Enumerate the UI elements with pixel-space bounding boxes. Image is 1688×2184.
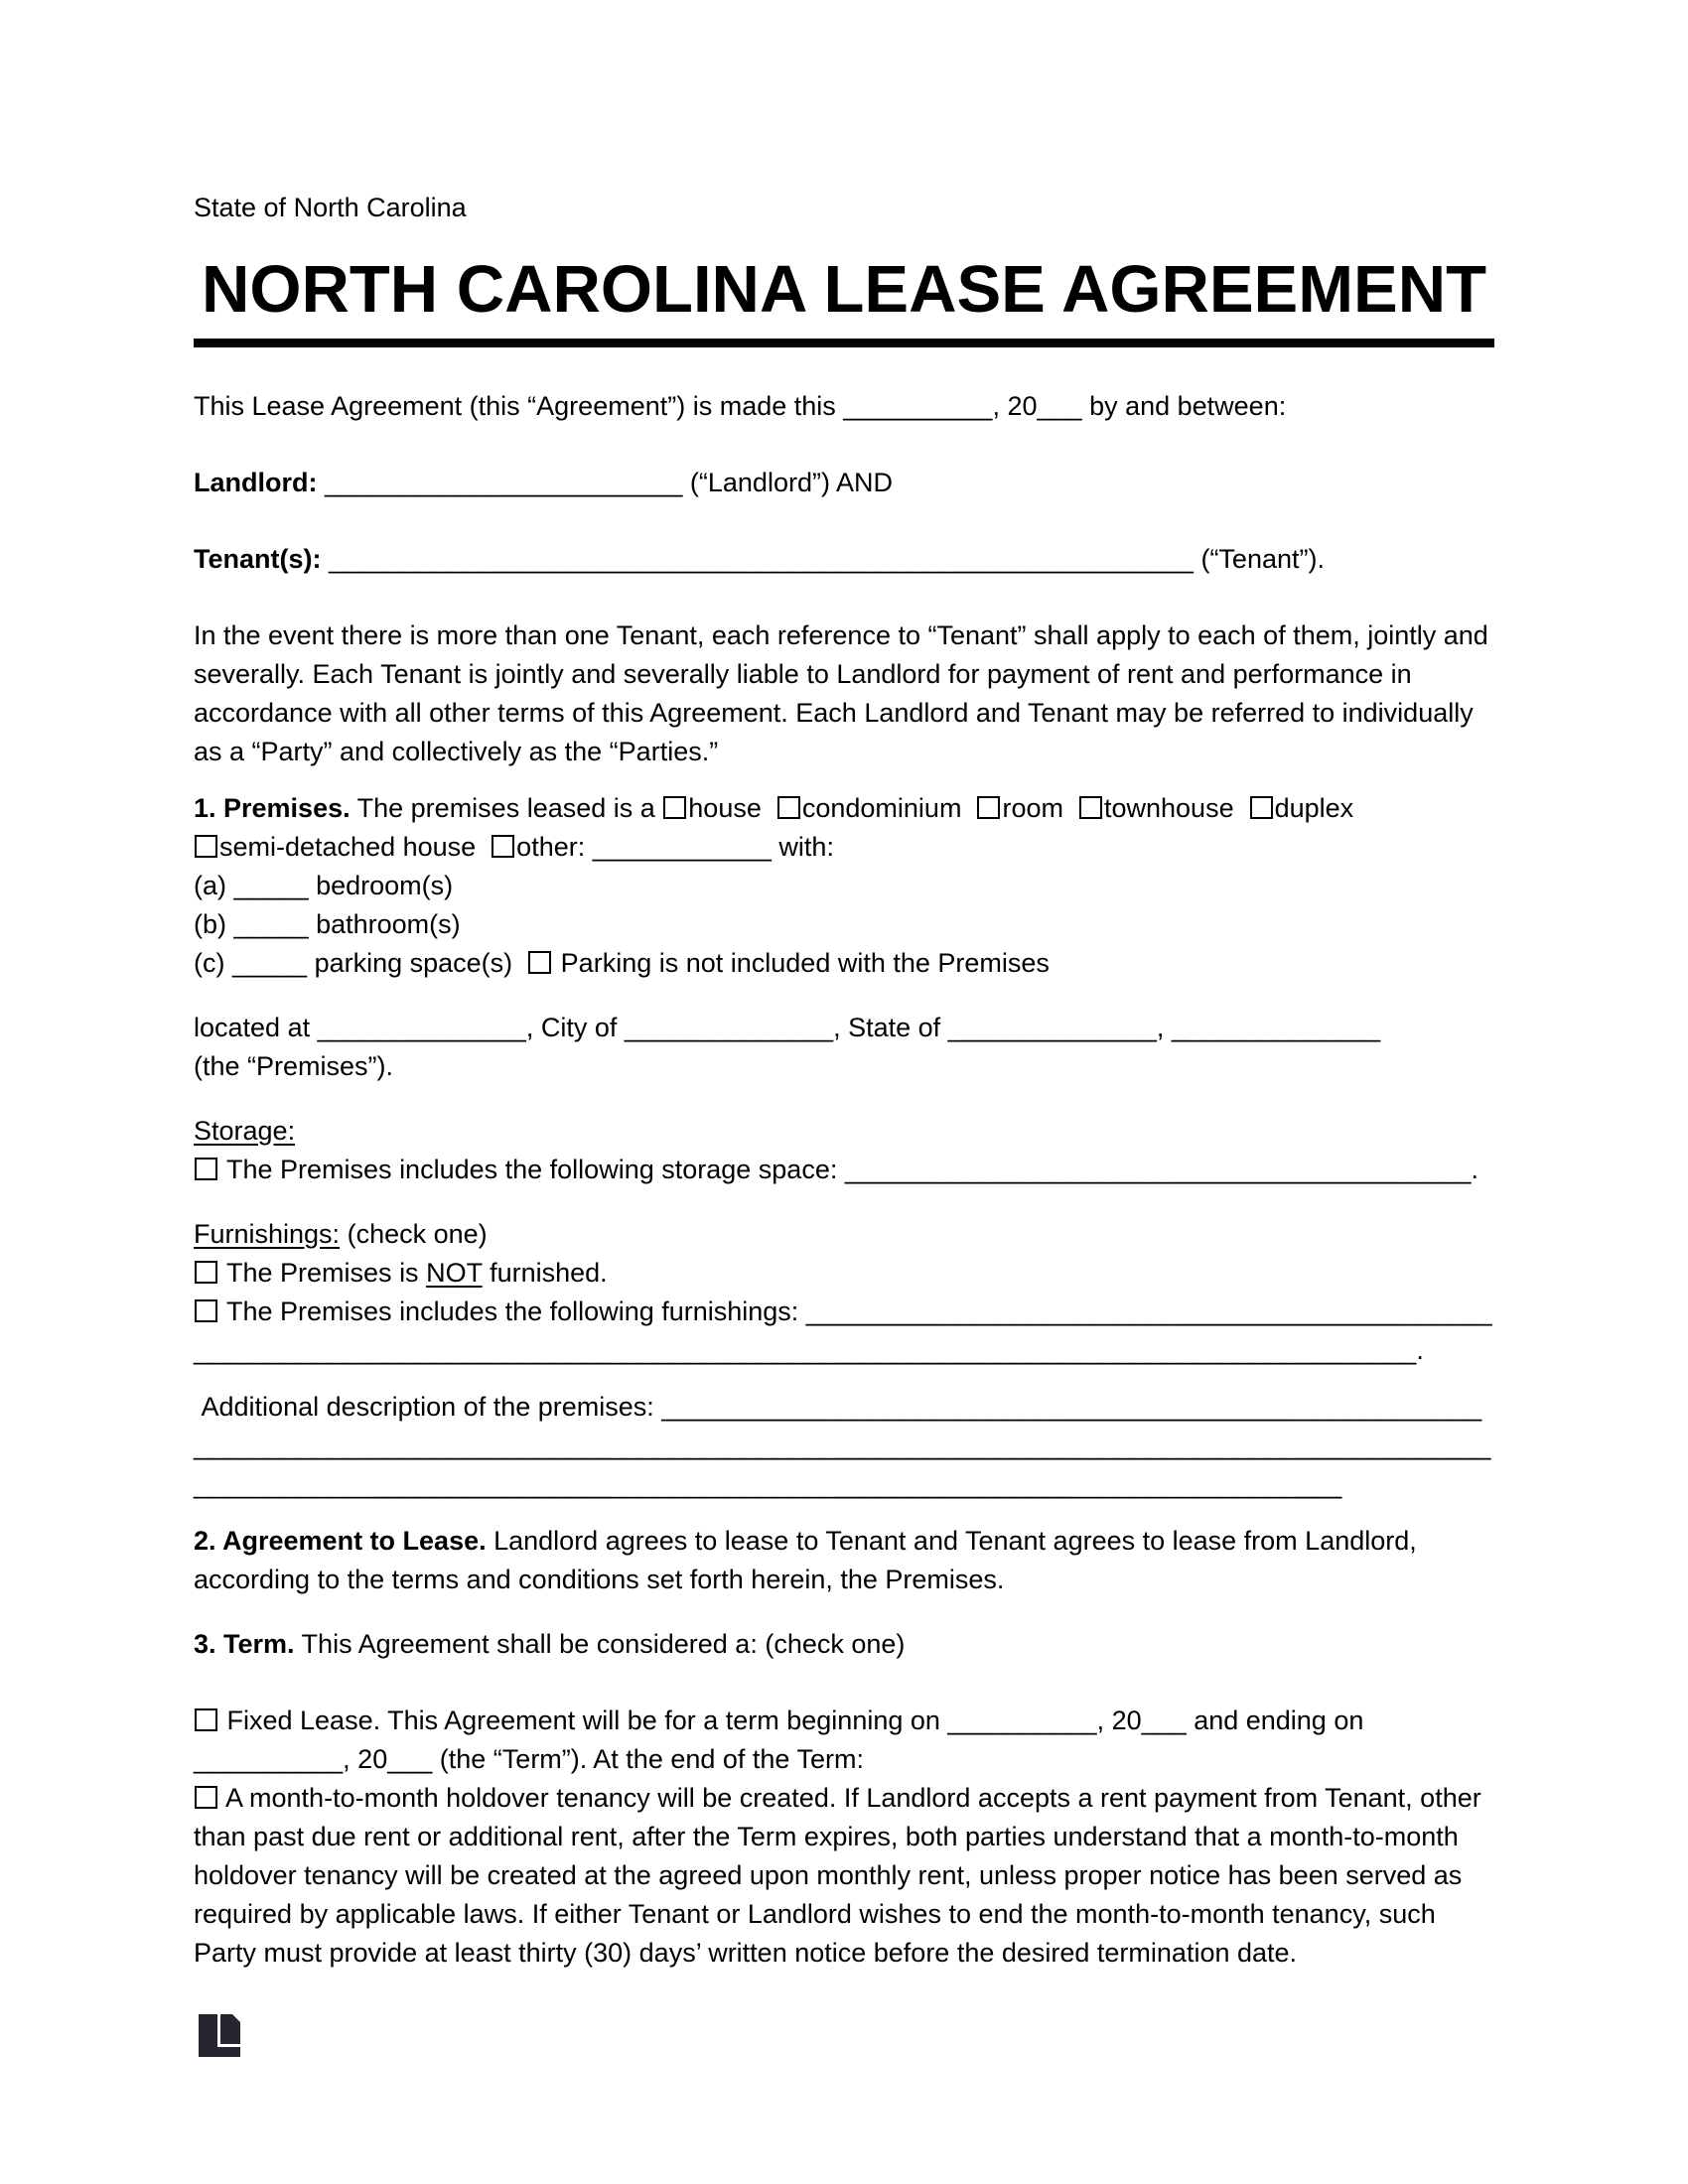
agreement-year-blank[interactable]: ___ bbox=[1037, 391, 1082, 421]
text-run: Landlord agrees to lease to Tenant and Tenant agrees to lease from Landlord, according to the terms and conditions set forth herein, the Premises. bbox=[194, 1526, 1425, 1594]
checkbox-not-furnished[interactable] bbox=[195, 1261, 217, 1284]
joint-liability-paragraph bbox=[194, 616, 1494, 771]
premises-address-clause bbox=[194, 1009, 1494, 1086]
term-start-date-blank[interactable]: __________ bbox=[947, 1706, 1097, 1735]
premises-parking-item bbox=[194, 944, 1494, 983]
premises-section bbox=[194, 789, 1494, 867]
text-run: (c) bbox=[194, 948, 232, 978]
additional-description-blank[interactable]: ___________________________________________________________________________________________________________________________________________________________________________________________________________________________ bbox=[194, 1392, 1491, 1499]
checkbox-room[interactable] bbox=[977, 796, 1000, 819]
premises-bathrooms-item bbox=[194, 905, 1494, 944]
state-note: State of North Carolina bbox=[194, 193, 467, 222]
zip-blank[interactable]: ______________ bbox=[1171, 1013, 1381, 1042]
text-run: by and between: bbox=[1081, 391, 1287, 421]
term-section bbox=[194, 1625, 1494, 1664]
holdover-tenancy-option bbox=[194, 1779, 1494, 1973]
text-run: This Lease Agreement (this “Agreement”) is made this bbox=[194, 391, 844, 421]
text-run: , State of bbox=[833, 1013, 948, 1042]
landlord-name-blank[interactable]: ________________________ bbox=[325, 468, 683, 497]
text-run: townhouse bbox=[1103, 793, 1249, 823]
text-run: room bbox=[1002, 793, 1078, 823]
text-run: The Premises includes the following storage space: bbox=[219, 1155, 845, 1184]
checkbox-other[interactable] bbox=[492, 835, 514, 858]
text-run: with: bbox=[771, 832, 834, 862]
text-run: The Premises is bbox=[219, 1258, 427, 1288]
tenant-names-blank[interactable]: __________________________________________________________ bbox=[329, 544, 1194, 574]
bedrooms-count-blank[interactable]: _____ bbox=[233, 871, 309, 900]
checkbox-condominium[interactable] bbox=[777, 796, 800, 819]
text-run: (check one) bbox=[340, 1219, 488, 1249]
agreement-to-lease-section bbox=[194, 1522, 1494, 1599]
city-blank[interactable]: ______________ bbox=[624, 1013, 834, 1042]
text-run: Storage: bbox=[194, 1116, 296, 1146]
document-body bbox=[194, 387, 1494, 1973]
bathrooms-count-blank[interactable]: _____ bbox=[233, 909, 309, 939]
text-run: , 20 bbox=[992, 391, 1038, 421]
text-run: (the “Term”). At the end of the Term: bbox=[432, 1744, 864, 1774]
text-run: 2. Agreement to Lease. bbox=[194, 1526, 487, 1556]
tenant-clause bbox=[194, 540, 1494, 579]
text-run: A month-to-month holdover tenancy will be created. If Landlord accepts a rent payment from Tenant, other than past due rent or additional rent, after the Term expires, both parties understand that a month-to-month holdover tenancy will be created at the agreed upon monthly rent, unless proper notice has been served as required by applicable laws. If either Tenant or Landlord wishes to end the month-to-month tenancy, such Party must provide at least thirty (30) days’ written notice before the desired termination date. bbox=[194, 1783, 1489, 1968]
legal-templates-logo-glyph bbox=[199, 2014, 240, 2057]
text-run: Fixed Lease. This Agreement will be for a term beginning on bbox=[219, 1706, 948, 1735]
text-run: condominium bbox=[801, 793, 977, 823]
text-run: The Premises includes the following furnishings: bbox=[219, 1297, 806, 1326]
legal-templates-logo bbox=[199, 2014, 240, 2057]
text-run: semi-detached house bbox=[219, 832, 492, 862]
text-run: 3. Term. bbox=[194, 1629, 295, 1659]
text-run: NOT bbox=[426, 1258, 483, 1288]
text-run: Additional description of the premises: bbox=[194, 1392, 662, 1422]
parking-spaces-count-blank[interactable]: _____ bbox=[231, 948, 308, 978]
checkbox-furnished[interactable] bbox=[195, 1299, 217, 1322]
text-run: . bbox=[1416, 1335, 1424, 1365]
text-run: In the event there is more than one Tenant, each reference to “Tenant” shall apply to each of them, jointly and severally. Each Tenant is jointly and severally liable to Landlord for payment of rent and performance in accordance with all other terms of this Agreement. Each Landlord and Tenant may be referred to individually as a “Party” and collectively as the “Parties.” bbox=[194, 620, 1496, 766]
term-end-date-blank[interactable]: __________ bbox=[194, 1744, 344, 1774]
street-address-blank[interactable]: ______________ bbox=[317, 1013, 526, 1042]
text-run: Landlord: bbox=[194, 468, 318, 497]
text-run: Parking is not included with the Premises bbox=[553, 948, 1050, 978]
text-run: 1. Premises. bbox=[194, 793, 351, 823]
state-blank[interactable]: ______________ bbox=[947, 1013, 1157, 1042]
text-run bbox=[317, 468, 325, 497]
text-run bbox=[322, 544, 330, 574]
intro-clause bbox=[194, 387, 1494, 426]
text-run: located at bbox=[194, 1013, 318, 1042]
checkbox-townhouse[interactable] bbox=[1079, 796, 1102, 819]
checkbox-house[interactable] bbox=[663, 796, 686, 819]
text-run: furnished. bbox=[482, 1258, 608, 1288]
text-run: (the “Premises”). bbox=[194, 1051, 394, 1081]
document-title: NORTH CAROLINA LEASE AGREEMENT bbox=[194, 254, 1494, 347]
checkbox-fixed-lease[interactable] bbox=[195, 1708, 217, 1731]
text-run: Furnishings: bbox=[194, 1219, 341, 1249]
text-run: Tenant(s): bbox=[194, 544, 322, 574]
premises-bedrooms-item bbox=[194, 867, 1494, 905]
text-run: (a) bbox=[194, 871, 234, 900]
checkbox-semi-detached[interactable] bbox=[195, 835, 217, 858]
furnishings-not-furnished-option bbox=[194, 1254, 1494, 1293]
storage-space-blank[interactable]: __________________________________________ bbox=[844, 1155, 1472, 1184]
text-run: , City of bbox=[525, 1013, 625, 1042]
furnishings-list-blank[interactable]: ________________________________________________________________________________________________________________________________ bbox=[194, 1297, 1492, 1365]
text-run: (b) bbox=[194, 909, 234, 939]
landlord-clause bbox=[194, 464, 1494, 502]
text-run: and ending on bbox=[1186, 1706, 1364, 1735]
checkbox-parking-not-included[interactable] bbox=[528, 951, 551, 974]
additional-description-clause bbox=[194, 1388, 1494, 1504]
text-run: parking space(s) bbox=[307, 948, 528, 978]
storage-option bbox=[194, 1151, 1494, 1189]
checkbox-duplex[interactable] bbox=[1250, 796, 1273, 819]
text-run: house bbox=[688, 793, 776, 823]
text-run: other: bbox=[516, 832, 593, 862]
text-run: This Agreement shall be considered a: (check one) bbox=[294, 1629, 906, 1659]
text-run: , 20 bbox=[1096, 1706, 1142, 1735]
term-end-year-blank[interactable]: ___ bbox=[387, 1744, 433, 1774]
text-run: , bbox=[1156, 1013, 1172, 1042]
term-start-year-blank[interactable]: ___ bbox=[1141, 1706, 1187, 1735]
text-run: The premises leased is a bbox=[350, 793, 663, 823]
text-run: . bbox=[1471, 1155, 1479, 1184]
text-run: (“Tenant”). bbox=[1193, 544, 1325, 574]
checkbox-month-to-month-holdover[interactable] bbox=[195, 1786, 217, 1809]
furnishings-heading bbox=[194, 1215, 1494, 1254]
text-run: bathroom(s) bbox=[308, 909, 461, 939]
text-run: bedroom(s) bbox=[308, 871, 454, 900]
fixed-lease-option bbox=[194, 1702, 1494, 1779]
agreement-day-blank[interactable]: __________ bbox=[843, 391, 993, 421]
text-run: , 20 bbox=[343, 1744, 388, 1774]
furnishings-included-option bbox=[194, 1293, 1494, 1370]
other-premises-type-blank[interactable]: ____________ bbox=[592, 832, 772, 862]
text-run: (“Landlord”) AND bbox=[682, 468, 893, 497]
storage-heading bbox=[194, 1112, 1494, 1151]
checkbox-storage-included[interactable] bbox=[195, 1158, 217, 1180]
text-run: duplex bbox=[1274, 793, 1354, 823]
